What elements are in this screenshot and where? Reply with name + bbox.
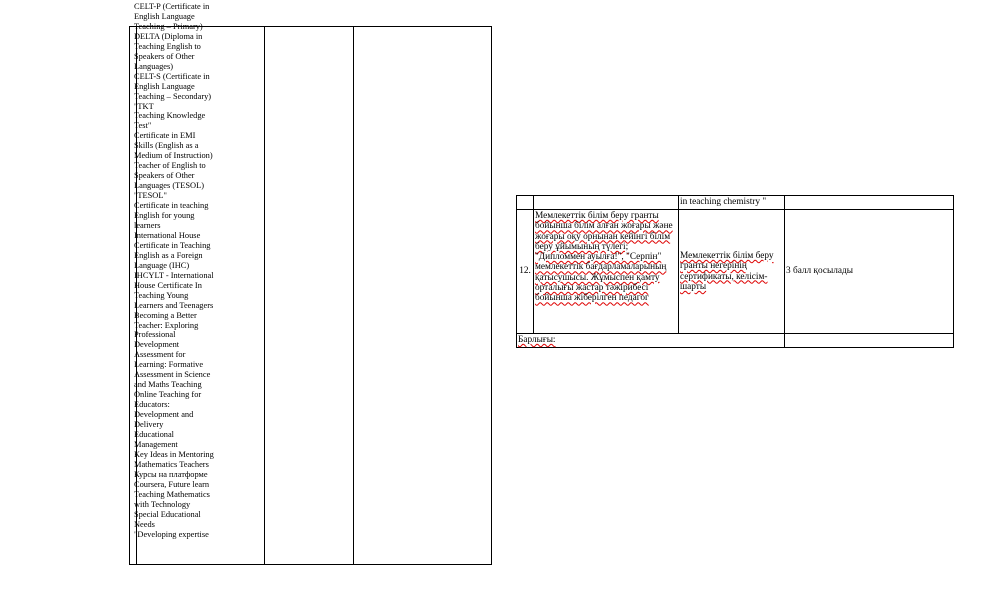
certificate-line: Certificate in EMI	[134, 131, 196, 141]
certificate-line: Development and	[134, 410, 194, 420]
certificate-line: CELT-P (Certificate in	[134, 2, 210, 11]
certificate-line: Online Teaching for	[134, 390, 202, 400]
certificate-line: with Technology	[134, 499, 191, 509]
certificate-line: CELT-S (Certificate in	[134, 71, 210, 81]
certificate-line: Certificate in Teaching	[134, 240, 211, 250]
certificate-line: Test"	[134, 121, 152, 131]
certificate-line: Teaching – Primary)	[134, 21, 203, 31]
certificate-line: Курсы на платформе	[134, 469, 208, 479]
certificate-line: International House	[134, 230, 201, 240]
certificate-line: Teaching English to	[134, 41, 201, 51]
total-label: Барлығы:	[517, 334, 785, 348]
criteria-table	[516, 195, 953, 348]
certificate-line: "TKT	[134, 101, 154, 111]
certificate-line: learners	[134, 220, 161, 230]
certificate-line: "TESOL"	[134, 191, 167, 201]
certificate-line: Key Ideas in Mentoring	[134, 449, 214, 459]
certificate-line: Becoming a Better	[134, 310, 197, 320]
certificate-line: Learning: Formative	[134, 360, 204, 370]
certificate-line: House Certificate In	[134, 280, 202, 290]
criterion-description: Мемлекеттік білім беру гранты бойынша білім алған жоғары және жоғары оқу орнынан кейінгі білім беру ұйымының түлегі; "Дипломмен ауылға!", "Серпін" мемлекеттік бағдарламаларының қатысушысы. Жұмыспен қамту орталығы жастар тәжірибесі бойынша жіберілген педагог	[534, 210, 679, 334]
table-cell-top-text: in teaching chemistry "	[679, 196, 785, 210]
certificate-line: Speakers of Other	[134, 51, 195, 61]
certificate-line: English Language	[134, 81, 195, 91]
certificate-line: Teaching Mathematics	[134, 489, 210, 499]
certificate-line: Certificate in teaching	[134, 201, 209, 211]
certificate-line: Development	[134, 340, 180, 350]
table-row	[517, 334, 954, 348]
certificate-line: Assessment in Science	[134, 370, 211, 380]
table-column	[354, 27, 491, 564]
certificate-line: Teacher: Exploring	[134, 320, 199, 330]
certificate-line: Medium of Instruction)	[134, 151, 213, 161]
certificate-line: Delivery	[134, 420, 164, 430]
certificate-line: Professional	[134, 330, 176, 340]
certificate-line: Mathematics Teachers	[134, 459, 209, 469]
table-cell	[785, 196, 954, 210]
certificate-line: Speakers of Other	[134, 171, 195, 181]
row-number: 12.	[517, 210, 534, 334]
table-row	[517, 196, 954, 210]
certificate-line: English Language	[134, 11, 195, 21]
certificate-line: Coursera, Future learn	[134, 479, 210, 489]
certificate-line: Special Educational	[134, 509, 201, 519]
points-cell: 3 балл қосылады	[785, 210, 954, 334]
certificate-line: Language (IHC)	[134, 260, 190, 270]
certificate-line: Teacher of English to	[134, 161, 206, 171]
certificate-line: Educators:	[134, 400, 170, 410]
certificate-line: Languages (TESOL)	[134, 181, 205, 191]
total-value	[785, 334, 954, 348]
certificate-line: English for young	[134, 211, 195, 221]
certificate-line: DELTA (Diploma in	[134, 31, 203, 41]
certificate-line: Management	[134, 439, 178, 449]
certificate-line: Learners and Teenagers	[134, 300, 214, 310]
certificate-line: Languages)	[134, 61, 174, 71]
certificate-line: English as a Foreign	[134, 250, 203, 260]
required-document: Мемлекеттік білім беру гранты негерінің сертификаты, келісім-шарты	[679, 210, 785, 334]
table-row	[517, 210, 954, 334]
certificate-list	[134, 2, 224, 539]
certificate-line: Skills (English as a	[134, 141, 199, 151]
certificate-line: Assessment for	[134, 350, 186, 360]
certificate-line: Teaching – Secondary)	[134, 91, 212, 101]
certificate-line: Teaching Young	[134, 290, 189, 300]
table-cell	[534, 196, 679, 210]
certificate-line: Educational	[134, 429, 174, 439]
certificate-line: Teaching Knowledge	[134, 111, 206, 121]
table-cell	[517, 196, 534, 210]
table-column	[265, 27, 354, 564]
certificate-line: Needs	[134, 519, 155, 529]
certificate-line: "Developing expertise	[134, 529, 209, 539]
certificate-line: IHCYLT - International	[134, 270, 214, 280]
certificate-line: and Maths Teaching	[134, 380, 202, 390]
